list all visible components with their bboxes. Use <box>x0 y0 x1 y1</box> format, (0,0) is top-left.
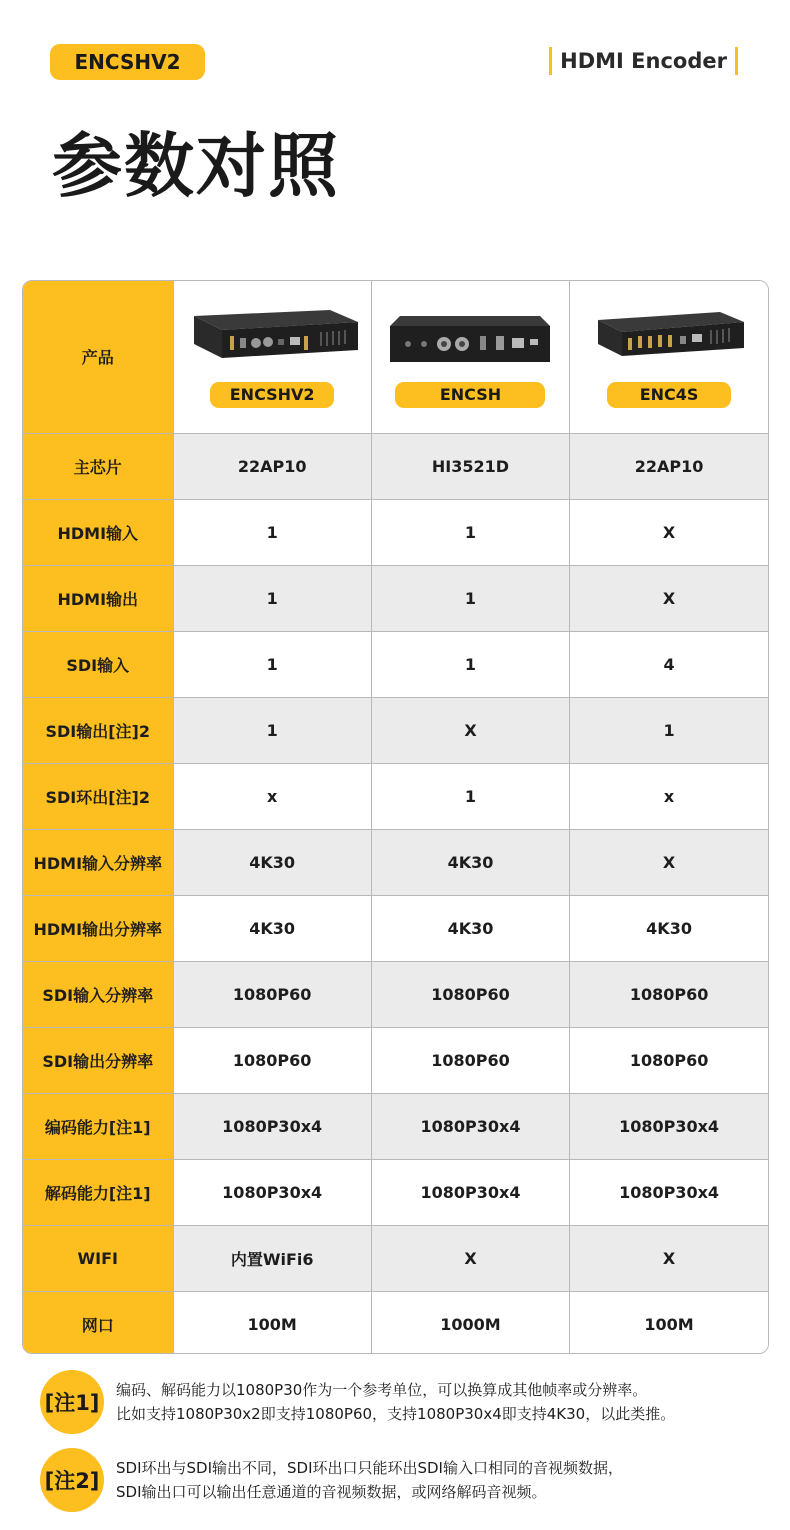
spec-row <box>23 829 768 895</box>
spec-value: 1080P60 <box>371 1027 569 1093</box>
spec-row <box>23 895 768 961</box>
spec-value: 1080P30x4 <box>371 1093 569 1159</box>
spec-value: 4 <box>570 631 768 697</box>
device-image-encsh <box>384 306 556 368</box>
spec-value: 1 <box>173 565 371 631</box>
spec-value: 4K30 <box>570 895 768 961</box>
spec-value: 1 <box>371 763 569 829</box>
spec-value: HI3521D <box>371 433 569 499</box>
spec-label: HDMI输入 <box>23 499 173 565</box>
spec-value: 22AP10 <box>173 433 371 499</box>
spec-value: 1 <box>173 499 371 565</box>
spec-value: 1080P30x4 <box>570 1093 768 1159</box>
product-name-2: ENCSH <box>395 382 545 408</box>
spec-row <box>23 499 768 565</box>
spec-value: 1080P60 <box>173 961 371 1027</box>
spec-row <box>23 565 768 631</box>
note-1-badge: [注1] <box>40 1370 104 1434</box>
spec-value: 1080P60 <box>371 961 569 1027</box>
spec-label: HDMI输出分辨率 <box>23 895 173 961</box>
spec-value: 1 <box>173 631 371 697</box>
product-column-3 <box>570 281 768 433</box>
product-tagline <box>549 46 738 76</box>
spec-row <box>23 763 768 829</box>
spec-value: 1 <box>570 697 768 763</box>
spec-row <box>23 433 768 499</box>
spec-value: X <box>570 829 768 895</box>
note-1-line-1: 编码、解码能力以1080P30作为一个参考单位，可以换算成其他帧率或分辨率。 <box>116 1381 648 1399</box>
device-image-enc4s <box>588 306 750 368</box>
spec-value: 1080P60 <box>570 1027 768 1093</box>
spec-value: 1080P30x4 <box>371 1159 569 1225</box>
spec-label: HDMI输出 <box>23 565 173 631</box>
note-2-line-1: SDI环出与SDI输出不同，SDI环出口只能环出SDI输入口相同的音视频数据， <box>116 1459 623 1477</box>
spec-value: 4K30 <box>173 829 371 895</box>
spec-value: 1080P60 <box>570 961 768 1027</box>
note-1 <box>40 1370 675 1434</box>
tagline-bar-left <box>549 47 552 75</box>
spec-label: SDI输入 <box>23 631 173 697</box>
spec-value: 4K30 <box>371 829 569 895</box>
comparison-table <box>22 280 769 1354</box>
spec-row <box>23 1291 768 1354</box>
spec-row <box>23 961 768 1027</box>
spec-row <box>23 1225 768 1291</box>
spec-value: X <box>371 697 569 763</box>
spec-label: SDI输出[注]2 <box>23 697 173 763</box>
product-name-3: ENC4S <box>607 382 731 408</box>
note-2-text <box>116 1456 623 1504</box>
spec-label: 网口 <box>23 1291 173 1354</box>
spec-row <box>23 697 768 763</box>
note-2 <box>40 1448 623 1512</box>
spec-value: 1 <box>173 697 371 763</box>
spec-label: SDI输出分辨率 <box>23 1027 173 1093</box>
spec-label: SDI环出[注]2 <box>23 763 173 829</box>
spec-value: X <box>570 565 768 631</box>
spec-value: 100M <box>570 1291 768 1354</box>
spec-value: 1080P30x4 <box>570 1159 768 1225</box>
spec-value: X <box>371 1225 569 1291</box>
product-label: 产品 <box>23 281 173 433</box>
product-header-row <box>23 281 768 433</box>
spec-row <box>23 631 768 697</box>
spec-value: 22AP10 <box>570 433 768 499</box>
note-1-text <box>116 1378 675 1426</box>
note-1-line-2: 比如支持1080P30x2即支持1080P60，支持1080P30x4即支持4K30，以此类推。 <box>116 1405 676 1423</box>
spec-label: 编码能力[注1] <box>23 1093 173 1159</box>
spec-label: WIFI <box>23 1225 173 1291</box>
spec-row <box>23 1159 768 1225</box>
spec-row <box>23 1093 768 1159</box>
spec-value: 1080P30x4 <box>173 1159 371 1225</box>
spec-value: x <box>173 763 371 829</box>
spec-label: SDI输入分辨率 <box>23 961 173 1027</box>
product-column-1 <box>173 281 371 433</box>
spec-value: 100M <box>173 1291 371 1354</box>
spec-value: 1080P60 <box>173 1027 371 1093</box>
spec-row <box>23 1027 768 1093</box>
spec-value: 1000M <box>371 1291 569 1354</box>
spec-label: 解码能力[注1] <box>23 1159 173 1225</box>
tagline-text: HDMI Encoder <box>560 49 727 73</box>
spec-label: HDMI输入分辨率 <box>23 829 173 895</box>
spec-value: 1 <box>371 499 569 565</box>
tagline-bar-right <box>735 47 738 75</box>
note-2-badge: [注2] <box>40 1448 104 1512</box>
spec-value: X <box>570 499 768 565</box>
spec-value: X <box>570 1225 768 1291</box>
note-2-line-2: SDI输出口可以输出任意通道的音视频数据，或网络解码音视频。 <box>116 1483 547 1501</box>
page-title: 参数对照 <box>52 125 340 207</box>
product-name-1: ENCSHV2 <box>210 382 334 408</box>
spec-value: 1 <box>371 631 569 697</box>
spec-value: 4K30 <box>173 895 371 961</box>
spec-value: 1080P30x4 <box>173 1093 371 1159</box>
spec-value: 1 <box>371 565 569 631</box>
spec-value: 内置WiFi6 <box>173 1225 371 1291</box>
model-badge: ENCSHV2 <box>50 44 205 80</box>
spec-value: 4K30 <box>371 895 569 961</box>
product-column-2 <box>371 281 569 433</box>
device-image-encshv2 <box>180 306 364 368</box>
spec-label: 主芯片 <box>23 433 173 499</box>
spec-value: x <box>570 763 768 829</box>
